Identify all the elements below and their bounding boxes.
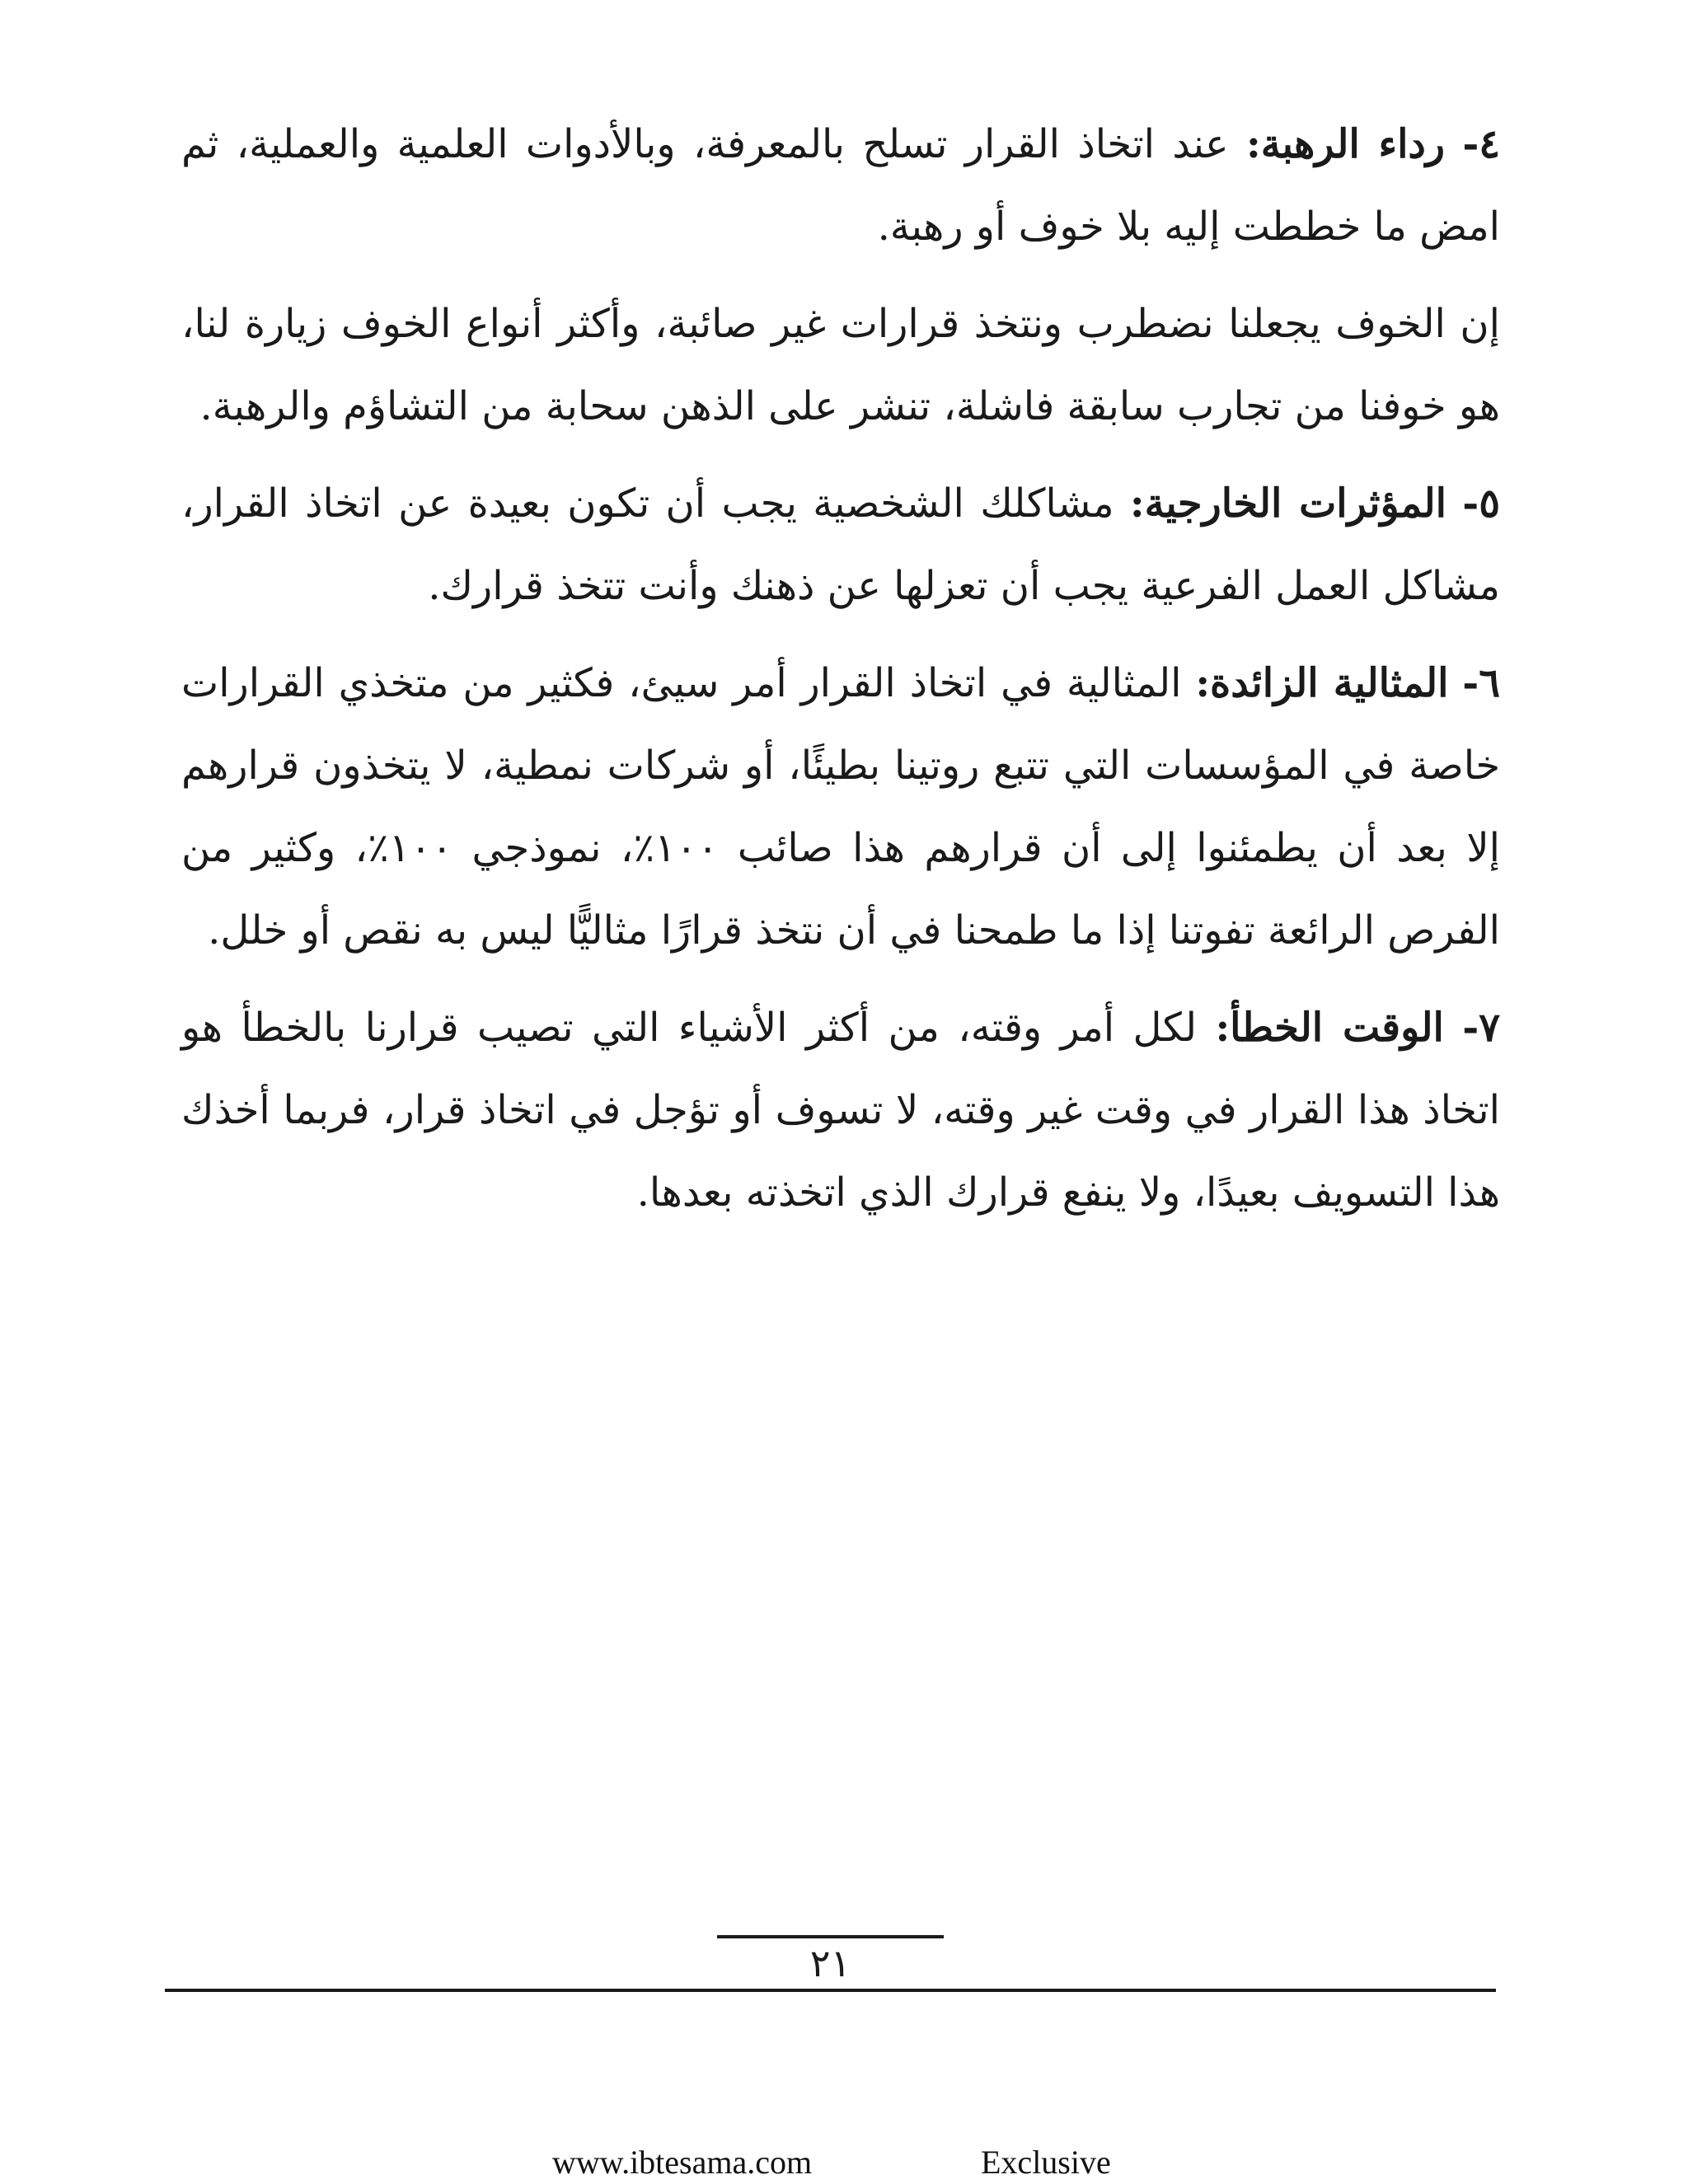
item-number: ٦- xyxy=(1462,660,1500,706)
footer-label: Exclusive xyxy=(981,2144,1111,2181)
item-heading: المثالية الزائدة: xyxy=(1195,660,1449,706)
item-heading: رداء الرهبة: xyxy=(1246,121,1445,167)
page-number-rule xyxy=(717,1935,944,1938)
item-text: المثالية في اتخاذ القرار أمر سيئ، فكثير من متخذي القرارات خاصة في المؤسسات التي تتبع روتينا بطيئًا، أو شركات نمطية، لا يتخذون قرارهم إلا بعد أن يطمئنوا إلى أن قرارهم هذا صائب ١٠٠٪، نموذجي ١٠٠٪، وكثير من الفرص الرائعة تفوتنا إذا ما طمحنا في أن نتخذ قرارًا مثاليًّا ليس به نقص أو خلل. xyxy=(181,660,1501,954)
footer-rule xyxy=(165,1989,1496,1992)
item-heading: المؤثرات الخارجية: xyxy=(1129,480,1447,527)
list-item-5 xyxy=(181,462,1500,627)
item-text: عند اتخاذ القرار تسلح بالمعرفة، وبالأدوات العلمية والعملية، ثم امض ما خططت إليه بلا خوف أو رهبة. xyxy=(181,121,1500,250)
footer-site: www.ibtesama.com xyxy=(552,2144,813,2181)
list-item-7 xyxy=(181,987,1500,1234)
page-number: ٢١ xyxy=(809,1941,851,1985)
body-paragraph: إن الخوف يجعلنا نضطرب ونتخذ قرارات غير صائبة، وأكثر أنواع الخوف زيارة لنا، هو خوفنا من تجارب سابقة فاشلة، تنشر على الذهن سحابة من التشاؤم والرهبة. xyxy=(181,301,1500,429)
footer xyxy=(495,2140,1236,2184)
list-item-4 xyxy=(181,103,1500,268)
item-number: ٧- xyxy=(1462,1005,1500,1051)
item-text: لكل أمر وقته، من أكثر الأشياء التي تصيب قرارنا بالخطأ هو اتخاذ هذا القرار في وقت غير وقته، لا تسوف أو تؤجل في اتخاذ قرار، فربما أخذك هذا التسويف بعيدًا، ولا ينفع قرارك الذي اتخذته بعدها. xyxy=(181,1005,1500,1216)
item-number: ٤- xyxy=(1462,121,1501,167)
item-text: مشاكلك الشخصية يجب أن تكون بعيدة عن اتخاذ القرار، مشاكل العمل الفرعية يجب أن تعزلها عن ذهنك وأنت تتخذ قرارك. xyxy=(181,480,1500,609)
item-number: ٥- xyxy=(1462,480,1500,527)
list-item-6 xyxy=(181,642,1500,972)
page-body xyxy=(181,103,1500,1249)
item-heading: الوقت الخطأ: xyxy=(1215,1005,1444,1051)
